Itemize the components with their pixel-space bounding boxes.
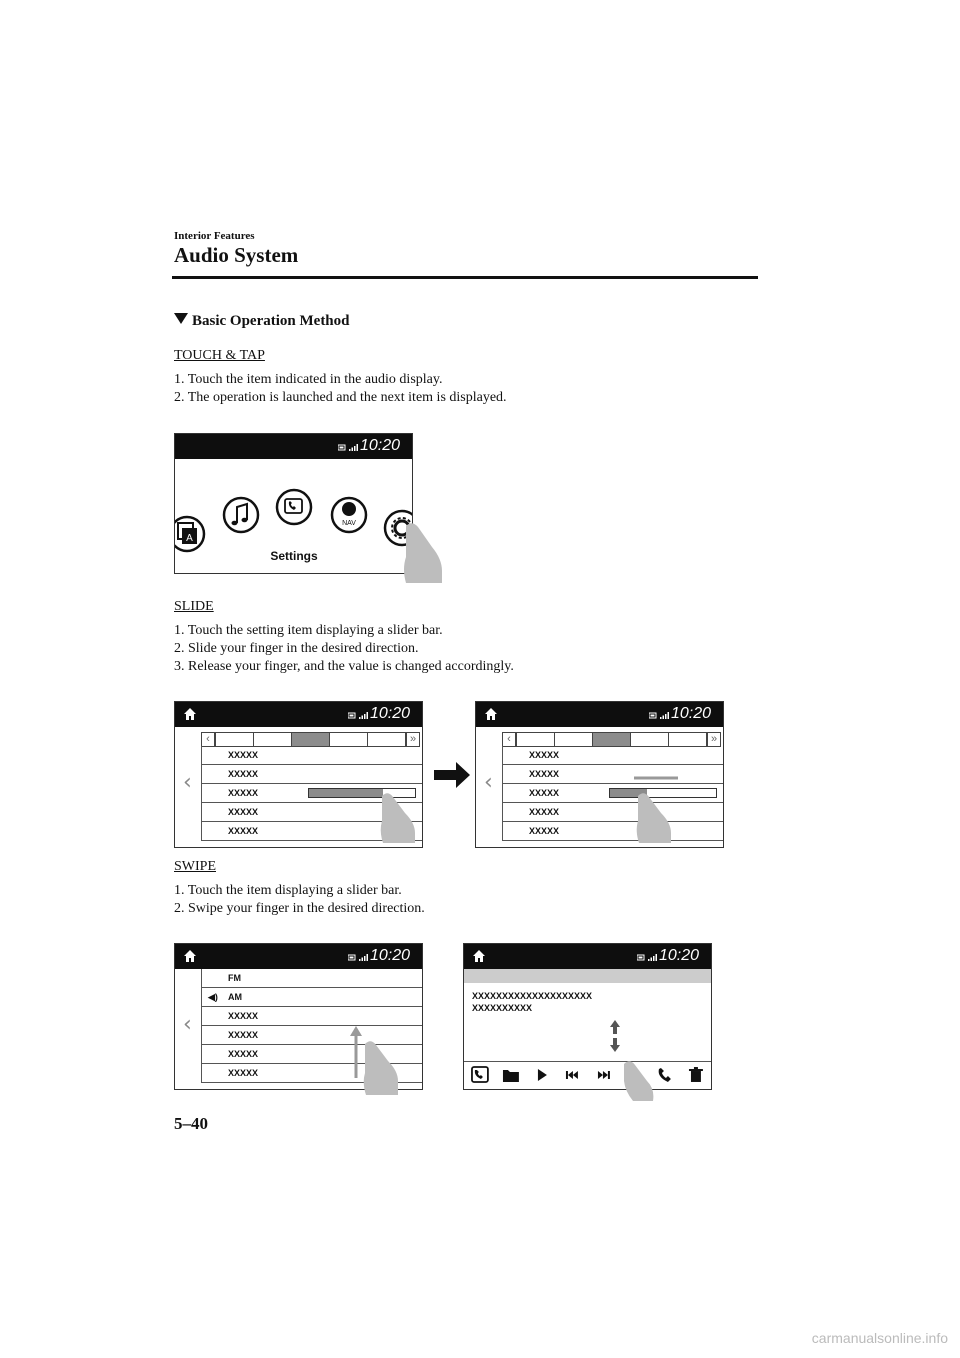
- list-item[interactable]: XXXXX: [503, 822, 723, 841]
- swipe-steps: [174, 882, 425, 918]
- list-item[interactable]: XXXXX: [202, 746, 422, 765]
- speaker-icon: ◀): [208, 992, 218, 1002]
- list-item[interactable]: XXXXX: [503, 765, 723, 784]
- finger-icon: [374, 792, 420, 844]
- signal-icon: [649, 711, 671, 720]
- list-item[interactable]: XXXXX: [503, 784, 723, 803]
- status-bar: [464, 944, 711, 969]
- finger-swipe-up-icon: [345, 1022, 405, 1100]
- tab[interactable]: [516, 732, 555, 747]
- tab[interactable]: [254, 732, 292, 747]
- title-rule: [172, 276, 758, 279]
- touch-steps: [174, 371, 507, 407]
- tab-strip: [201, 732, 420, 746]
- navigation-icon[interactable]: [332, 498, 366, 532]
- right-arrow-icon: [434, 760, 472, 790]
- list-item[interactable]: XXXXX: [202, 1064, 422, 1083]
- list-item[interactable]: XXXXX: [202, 1045, 422, 1064]
- tab-right-arrow[interactable]: »: [406, 732, 420, 747]
- back-chevron-icon[interactable]: ‹: [183, 1012, 192, 1037]
- play-icon[interactable]: [526, 1062, 557, 1088]
- slide-step-1: 1. Touch the setting item displaying a slider bar.: [174, 623, 443, 638]
- tab-selected[interactable]: [292, 732, 330, 747]
- section-label: Interior Features: [174, 230, 255, 242]
- page-number: 5–40: [174, 1114, 208, 1133]
- section-heading-text: Basic Operation Method: [192, 313, 350, 329]
- list-item[interactable]: XXXXX: [202, 765, 422, 784]
- tab-strip: [502, 732, 721, 746]
- home-icon[interactable]: [183, 949, 197, 963]
- signal-icon: [348, 953, 370, 962]
- touch-step-1: 1. Touch the item indicated in the audio display.: [174, 372, 443, 387]
- status-bar: [175, 434, 412, 459]
- status-bar: [476, 702, 723, 727]
- message-line: XXXXXXXXXX: [472, 1003, 533, 1013]
- list-item[interactable]: XXXXX: [503, 803, 723, 822]
- finger-swipe-icon: [612, 772, 678, 844]
- clock: 10:20: [359, 437, 400, 454]
- slide-step-2: 2. Slide your finger in the desired direction.: [174, 641, 419, 656]
- swipe-step-2: 2. Swipe your finger in the desired direction.: [174, 901, 425, 916]
- swipe-message-screen: [463, 943, 712, 1090]
- list-item[interactable]: FM: [202, 969, 422, 988]
- section-heading: [174, 313, 350, 330]
- message-body: [472, 990, 592, 1014]
- tab-left-arrow[interactable]: ‹: [502, 732, 516, 747]
- tab[interactable]: [330, 732, 368, 747]
- tab-right-arrow[interactable]: »: [707, 732, 721, 747]
- page-title: Audio System: [174, 243, 299, 267]
- touch-tap-title: TOUCH & TAP: [174, 348, 265, 363]
- list-item[interactable]: XXXXX: [503, 746, 723, 765]
- slide-step-3: 3. Release your finger, and the value is changed accordingly.: [174, 659, 514, 674]
- apps-icon[interactable]: [175, 517, 204, 551]
- home-icon[interactable]: [183, 707, 197, 721]
- signal-icon: [637, 953, 659, 962]
- clock: 10:20: [369, 947, 410, 964]
- delete-icon[interactable]: [680, 1062, 711, 1088]
- settings-label: Settings: [270, 549, 318, 563]
- clock: 10:20: [670, 705, 711, 722]
- clock: 10:20: [369, 705, 410, 722]
- back-chevron-icon[interactable]: ‹: [484, 770, 493, 795]
- list-item[interactable]: XXXXX: [202, 1026, 422, 1045]
- home-icon[interactable]: [484, 707, 498, 721]
- nav-icon-text: NAV: [342, 520, 356, 527]
- message-toolbar: [464, 1061, 711, 1089]
- home-icon[interactable]: [472, 949, 486, 963]
- music-icon[interactable]: [224, 498, 258, 532]
- apps-icon-letter: A: [186, 533, 193, 544]
- tab[interactable]: [669, 732, 707, 747]
- watermark: carmanualsonline.info: [811, 1330, 948, 1346]
- slide-title: SLIDE: [174, 599, 214, 614]
- triangle-icon: [174, 313, 188, 324]
- home-screen: [174, 433, 413, 574]
- next-icon[interactable]: [588, 1062, 619, 1088]
- swipe-step-1: 1. Touch the item displaying a slider bar.: [174, 883, 402, 898]
- clock: 10:20: [658, 947, 699, 964]
- slide-steps: [174, 622, 514, 676]
- tab[interactable]: [215, 732, 254, 747]
- finger-icon: [620, 1060, 666, 1102]
- slider-fill: [309, 789, 383, 797]
- signal-icon: [338, 443, 360, 452]
- list-item[interactable]: XXXXX: [202, 784, 422, 803]
- previous-icon[interactable]: [557, 1062, 588, 1088]
- tab[interactable]: [555, 732, 593, 747]
- signal-icon: [348, 711, 370, 720]
- swipe-title: SWIPE: [174, 859, 216, 874]
- call-log-icon[interactable]: [464, 1062, 495, 1088]
- touch-step-2: 2. The operation is launched and the next item is displayed.: [174, 390, 507, 405]
- list-item[interactable]: XXXXX: [202, 822, 422, 841]
- tab[interactable]: [368, 732, 406, 747]
- message-header-bar: [464, 969, 711, 983]
- list-item[interactable]: XXXXX: [202, 1007, 422, 1026]
- back-chevron-icon[interactable]: ‹: [183, 770, 192, 795]
- list-item[interactable]: ◀) AM: [202, 988, 422, 1007]
- list-item[interactable]: XXXXX: [202, 803, 422, 822]
- up-down-arrow-icon: [608, 1020, 622, 1052]
- tab-left-arrow[interactable]: ‹: [201, 732, 215, 747]
- home-icons: [175, 459, 412, 573]
- folder-icon[interactable]: [495, 1062, 526, 1088]
- phone-icon[interactable]: [277, 490, 311, 524]
- tab[interactable]: [631, 732, 669, 747]
- slide-screen-after: [475, 701, 724, 848]
- tab-selected[interactable]: [593, 732, 631, 747]
- finger-icon: [400, 520, 446, 584]
- status-bar: [175, 944, 422, 969]
- status-bar: [175, 702, 422, 727]
- message-line: XXXXXXXXXXXXXXXXXXXX: [472, 991, 593, 1001]
